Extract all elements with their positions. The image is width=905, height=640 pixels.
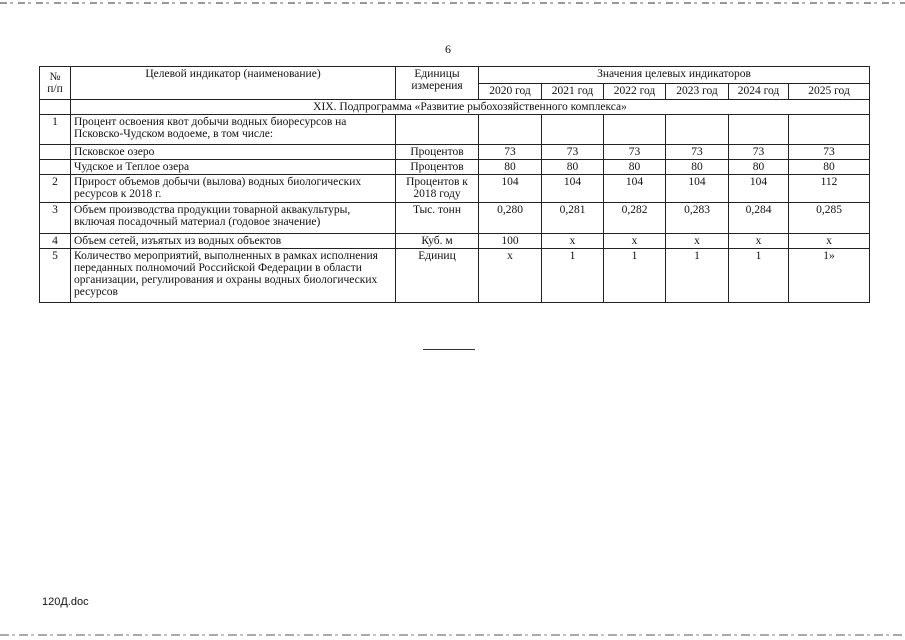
row-value: 1» [789,249,870,303]
row-indicator-name: Чудское и Теплое озера [71,160,396,175]
row-value: 73 [542,145,604,160]
row-num: 5 [40,249,71,303]
header-units: Единицы измерения [396,67,479,100]
row-indicator-name: Объем сетей, изъятых из водных объектов [71,234,396,249]
row-value: 0,282 [604,203,666,234]
row-unit: Процентов [396,145,479,160]
table-row [40,175,870,203]
row-value: х [604,234,666,249]
row-value: х [479,249,542,303]
row-value [542,115,604,145]
row-value [604,115,666,145]
row-unit: Единиц [396,249,479,303]
row-value [729,115,789,145]
row-value: 0,281 [542,203,604,234]
header-values-group: Значения целевых индикаторов [479,67,870,84]
row-value: 1 [729,249,789,303]
header-indicator: Целевой индикатор (наименование) [71,67,396,100]
row-value [789,115,870,145]
row-value: 0,284 [729,203,789,234]
header-year: 2024 год [729,84,789,100]
row-indicator-name: Объем производства продукции товарной аквакультуры, включая посадочный материал (годовое значение) [71,203,396,234]
row-value: 100 [479,234,542,249]
row-num: 3 [40,203,71,234]
scan-edge-bottom [0,634,905,636]
header-year: 2023 год [666,84,729,100]
row-value: 80 [542,160,604,175]
subprogram-heading: XIX. Подпрограмма «Развитие рыбохозяйственного комплекса» [71,100,870,115]
row-value: 1 [542,249,604,303]
row-indicator-name: Процент освоения квот добычи водных биоресурсов на Псковско-Чудском водоеме, в том числе: [71,115,396,145]
row-value: 0,283 [666,203,729,234]
table-row [40,249,870,303]
table-row [40,203,870,234]
row-num: 2 [40,175,71,203]
row-value: х [789,234,870,249]
row-value: 112 [789,175,870,203]
row-indicator-name: Количество мероприятий, выполненных в рамках исполнения переданных полномочий Российской Федерации в области организации, регулирования и охраны водных биологических ресурсов [71,249,396,303]
footer-filename: 120Д.doc [42,596,89,608]
header-num: № п/п [40,67,71,100]
row-value: 80 [666,160,729,175]
row-value [666,115,729,145]
row-unit: Куб. м [396,234,479,249]
row-num [40,145,71,160]
row-value: х [542,234,604,249]
row-value: 1 [604,249,666,303]
page-number: 6 [445,42,451,56]
row-value: 104 [729,175,789,203]
row-unit [396,115,479,145]
row-value: 0,285 [789,203,870,234]
row-unit: Тыс. тонн [396,203,479,234]
row-unit: Процентов к 2018 году [396,175,479,203]
row-value: 73 [479,145,542,160]
row-indicator-name: Прирост объемов добычи (вылова) водных биологических ресурсов к 2018 г. [71,175,396,203]
table-row [40,115,870,145]
row-value: 104 [666,175,729,203]
row-value: 104 [542,175,604,203]
row-value: 73 [789,145,870,160]
row-num: 4 [40,234,71,249]
row-num: 1 [40,115,71,145]
header-year: 2020 год [479,84,542,100]
row-value: 73 [666,145,729,160]
scan-edge-top [0,2,905,4]
table-row [40,145,870,160]
table-row [40,234,870,249]
header-year: 2025 год [789,84,870,100]
header-year: 2022 год [604,84,666,100]
header-year: 2021 год [542,84,604,100]
row-value [479,115,542,145]
row-value: 80 [789,160,870,175]
row-value: 73 [604,145,666,160]
subheader-empty-cell [40,100,71,115]
row-value: х [666,234,729,249]
row-unit: Процентов [396,160,479,175]
table-row [40,160,870,175]
row-value: 104 [479,175,542,203]
row-num [40,160,71,175]
row-value: 80 [604,160,666,175]
row-value: х [729,234,789,249]
end-divider-line [423,349,475,350]
row-value: 0,280 [479,203,542,234]
row-value: 1 [666,249,729,303]
row-value: 104 [604,175,666,203]
row-value: 80 [479,160,542,175]
row-value: 80 [729,160,789,175]
indicators-table [39,66,870,303]
row-indicator-name: Псковское озеро [71,145,396,160]
row-value: 73 [729,145,789,160]
